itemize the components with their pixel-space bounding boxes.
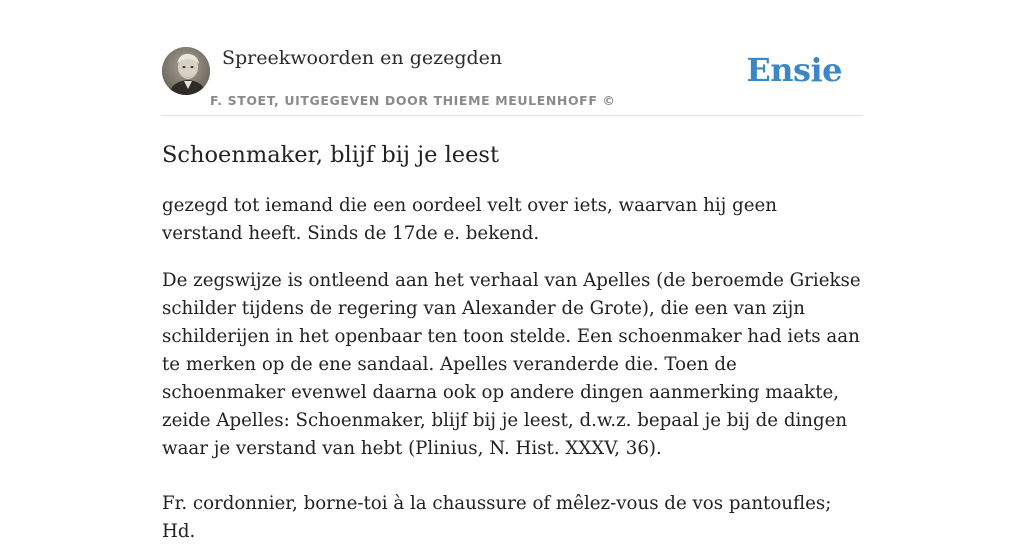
header	[162, 0, 862, 116]
entry-definition: gezegd tot iemand die een oordeel velt over iets, waarvan hij geen verstand heeft. Sinds de 17de e. bekend.	[162, 195, 777, 244]
entry-page	[162, 0, 862, 542]
publisher-credit: F. STOET, UITGEGEVEN DOOR THIEME MEULENHOFF ©	[210, 93, 616, 108]
entry-translations: Fr. cordonnier, borne-toi à la chaussure of mêlez-vous de vos pantoufles; Hd.	[162, 493, 832, 542]
ensie-logo[interactable]: Ensie	[746, 51, 842, 89]
entry-explanation: De zegswijze is ontleend aan het verhaal van Apelles (de beroemde Griekse schilder tijdens de regering van Alexander de Grote), die een van zijn schilderijen in het openbaar ten toon stelde. Een schoenmaker had iets aan te merken op de ene sandaal. Apelles veranderde die. Toen de schoenmaker evenwel daarna ook op andere dingen aanmerking maakte, zeide Apelles: Schoenmaker, blijf bij je leest, d.w.z. bepaal je bij de dingen waar je verstand van hebt (Plinius, N. Hist. XXXV, 36).	[162, 270, 861, 459]
author-avatar[interactable]	[162, 47, 210, 95]
entry-title: Schoenmaker, blijf bij je leest	[162, 142, 499, 168]
book-title[interactable]: Spreekwoorden en gezegden	[222, 47, 503, 69]
author-portrait-icon	[162, 47, 210, 95]
